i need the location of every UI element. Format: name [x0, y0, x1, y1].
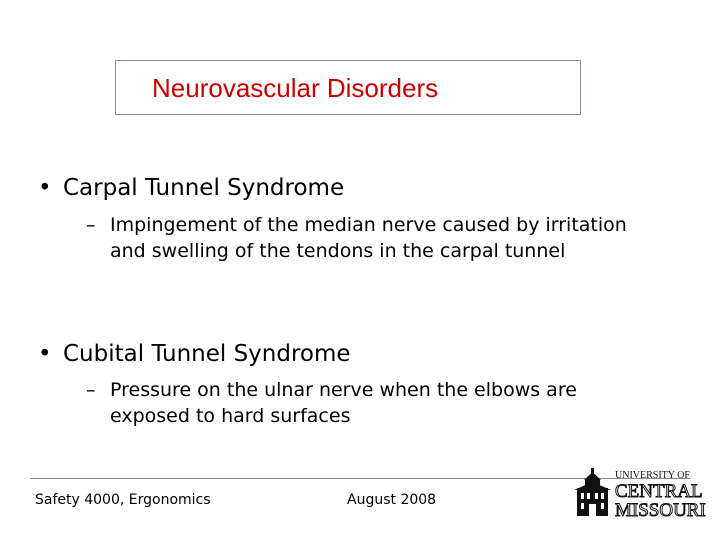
sub-line: Pressure on the ulnar nerve when the elbows are: [110, 379, 577, 401]
sub-line: and swelling of the tendons in the carpal tunnel: [110, 240, 566, 262]
logo-line3: MISSOURI: [615, 500, 706, 521]
sub-line: exposed to hard surfaces: [110, 405, 351, 427]
bullet-text: Carpal Tunnel Syndrome: [63, 175, 345, 201]
bullet-glyph: •: [38, 341, 52, 367]
logo-line1: UNIVERSITY OF: [615, 470, 690, 481]
dash-glyph: –: [86, 214, 96, 236]
sub-line: Impingement of the median nerve caused by irritation: [110, 214, 627, 236]
slide-title: Neurovascular Disorders: [152, 73, 439, 103]
dash-glyph: –: [86, 379, 96, 401]
bullet-glyph: •: [38, 175, 52, 201]
footer-course: Safety 4000, Ergonomics: [35, 492, 211, 508]
bullet-text: Cubital Tunnel Syndrome: [63, 341, 351, 367]
sub-item-carpal: [86, 212, 627, 264]
sub-item-cubital: [86, 377, 577, 429]
university-logo: [572, 466, 706, 521]
footer-date: August 2008: [347, 492, 437, 508]
logo-line2: CENTRAL: [615, 481, 703, 502]
